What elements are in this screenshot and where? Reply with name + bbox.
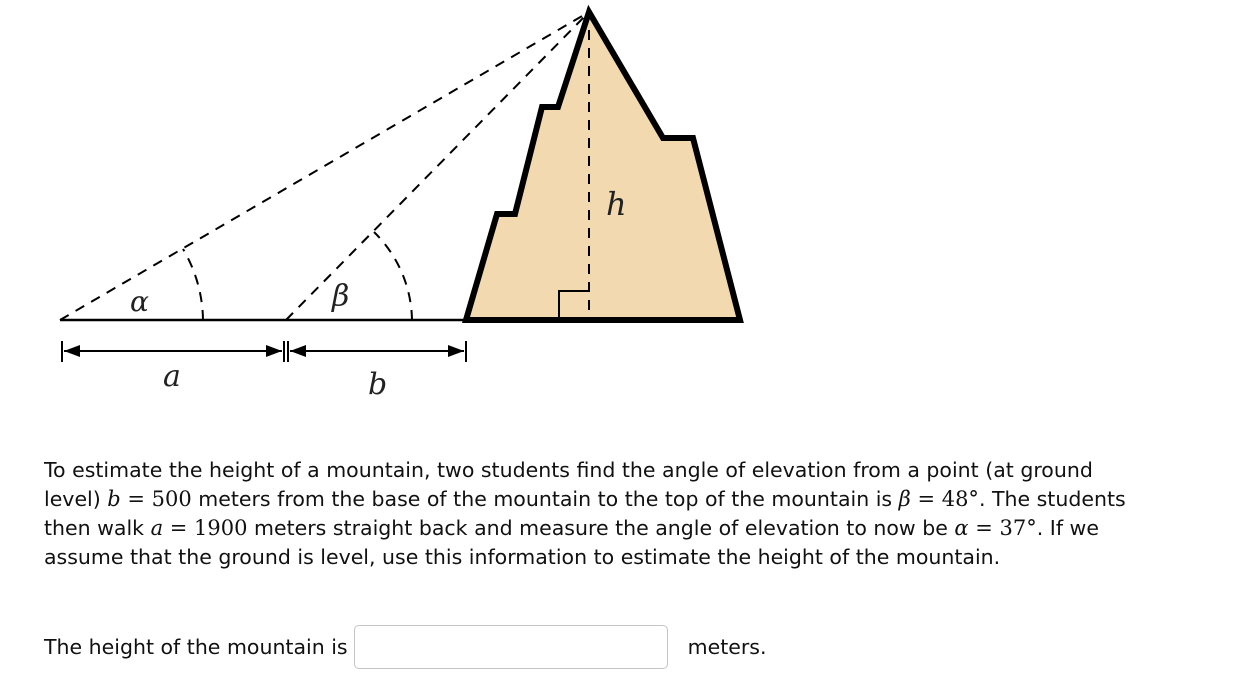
dimension-b (288, 341, 466, 362)
problem-outro: . If we assume that the ground is level, use this information to estimate the height of the mountain. (44, 516, 1099, 569)
a-expression (151, 516, 248, 540)
beta-equals: = 48° (910, 487, 979, 511)
b-variable: b (107, 487, 121, 511)
beta-variable: β (898, 487, 911, 511)
a-label: a (163, 359, 181, 394)
b-expression (107, 487, 191, 511)
answer-prompt: The height of the mountain is (44, 635, 348, 659)
alpha-arc (183, 249, 203, 320)
b-equals: = 500 (120, 487, 192, 511)
b-label: b (368, 367, 388, 402)
answer-unit: meters. (687, 635, 767, 659)
mountain-shape (466, 12, 740, 320)
a-equals: = 1900 (163, 516, 248, 540)
alpha-variable: α (954, 516, 969, 540)
problem-intro: To estimate the height of a mountain, two students find the angle of elevation from a point (at ground level) (44, 458, 1093, 511)
beta-expression (899, 487, 979, 511)
alpha-label: α (130, 285, 149, 318)
problem-after-a: meters straight back and measure the angle of elevation to now be (247, 516, 955, 540)
alpha-equals: = 37° (968, 516, 1037, 540)
h-label: h (606, 185, 627, 223)
problem-after-b: meters from the base of the mountain to the top of the mountain is (191, 487, 899, 511)
problem-after-beta: . The students then walk (44, 487, 1126, 540)
alpha-expression (954, 516, 1036, 540)
answer-row (44, 624, 766, 670)
beta-arc (374, 232, 412, 320)
height-answer-input[interactable] (354, 625, 668, 669)
problem-text (44, 456, 1144, 572)
a-variable: a (150, 516, 164, 540)
beta-label: β (332, 279, 350, 314)
